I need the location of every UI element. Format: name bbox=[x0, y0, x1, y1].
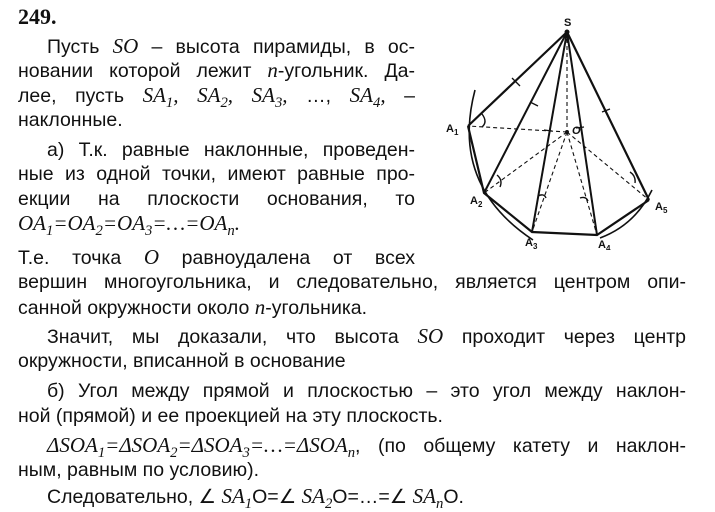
text-line-7: екции на плоскости основания, то bbox=[18, 188, 415, 210]
pyramid-figure bbox=[430, 10, 680, 250]
label-A3: $A_3$ bbox=[525, 237, 538, 250]
text-line-18: Следовательно, ∠ $SA_1O=\angle$ $SA_2O=\dots=\angle$ $SA_nO$. bbox=[47, 484, 464, 512]
text-line-2: новании которой лежит n-угольник. Да- bbox=[18, 58, 415, 82]
proj-OA4 bbox=[567, 132, 597, 235]
text-line-17: ным, равным по условию). bbox=[18, 459, 260, 481]
text-line-16: $\Delta SOA_1=\Delta SOA_2=\Delta SOA_3=\dots=\Delta SOA_n$, (по общему катету и наклон- bbox=[47, 433, 686, 462]
text-line-6: ные из одной точки, имеют равные про- bbox=[18, 163, 415, 185]
edge-SA3 bbox=[532, 32, 567, 232]
text-line-12: Значит, мы доказали, что высота SO проходит через центр bbox=[47, 324, 687, 348]
problem-number: 249. bbox=[18, 4, 57, 29]
text-line-3: лее, пусть $SA_1$, $SA_2$, $SA_3$, …, $SA_4$, – bbox=[18, 83, 416, 112]
text-line-14: б) Угол между прямой и плоскостью – это угол между наклон- bbox=[47, 380, 686, 402]
label-S: S bbox=[564, 17, 572, 29]
text-line-10: вершин многоугольника, и следовательно, является центром опи- bbox=[18, 271, 686, 293]
text-line-15: ной (прямой) и ее проекцией на эту плоскость. bbox=[18, 405, 443, 427]
text-line-13: окружности, вписанной в основание bbox=[18, 350, 346, 372]
circumcircle-left-arc bbox=[469, 90, 533, 240]
label-A4: $A_4$ bbox=[598, 239, 611, 250]
text-line-8: $OA_1=OA_2=OA_3=\dots=OA_n$. bbox=[18, 211, 240, 240]
label-O: O bbox=[572, 125, 581, 137]
text-line-9: Т.е. точка O равноудалена от всех bbox=[18, 245, 415, 269]
circumcircle-right-arc bbox=[600, 190, 652, 238]
text-line-11: санной окружности около n-угольника. bbox=[18, 295, 368, 319]
proj-OA3 bbox=[532, 132, 567, 232]
text-line-1: Пусть SO – высота пирамиды, в ос- bbox=[47, 34, 416, 58]
label-A2: $A_2$ bbox=[470, 195, 483, 209]
text-line-4: наклонные. bbox=[18, 109, 123, 131]
label-A5: $A_5$ bbox=[655, 201, 668, 215]
text-line-5: а) Т.к. равные наклонные, проведен- bbox=[47, 139, 415, 161]
proj-OA2 bbox=[484, 132, 567, 193]
label-A1: $A_1$ bbox=[446, 123, 459, 137]
proj-OA5 bbox=[567, 132, 649, 200]
